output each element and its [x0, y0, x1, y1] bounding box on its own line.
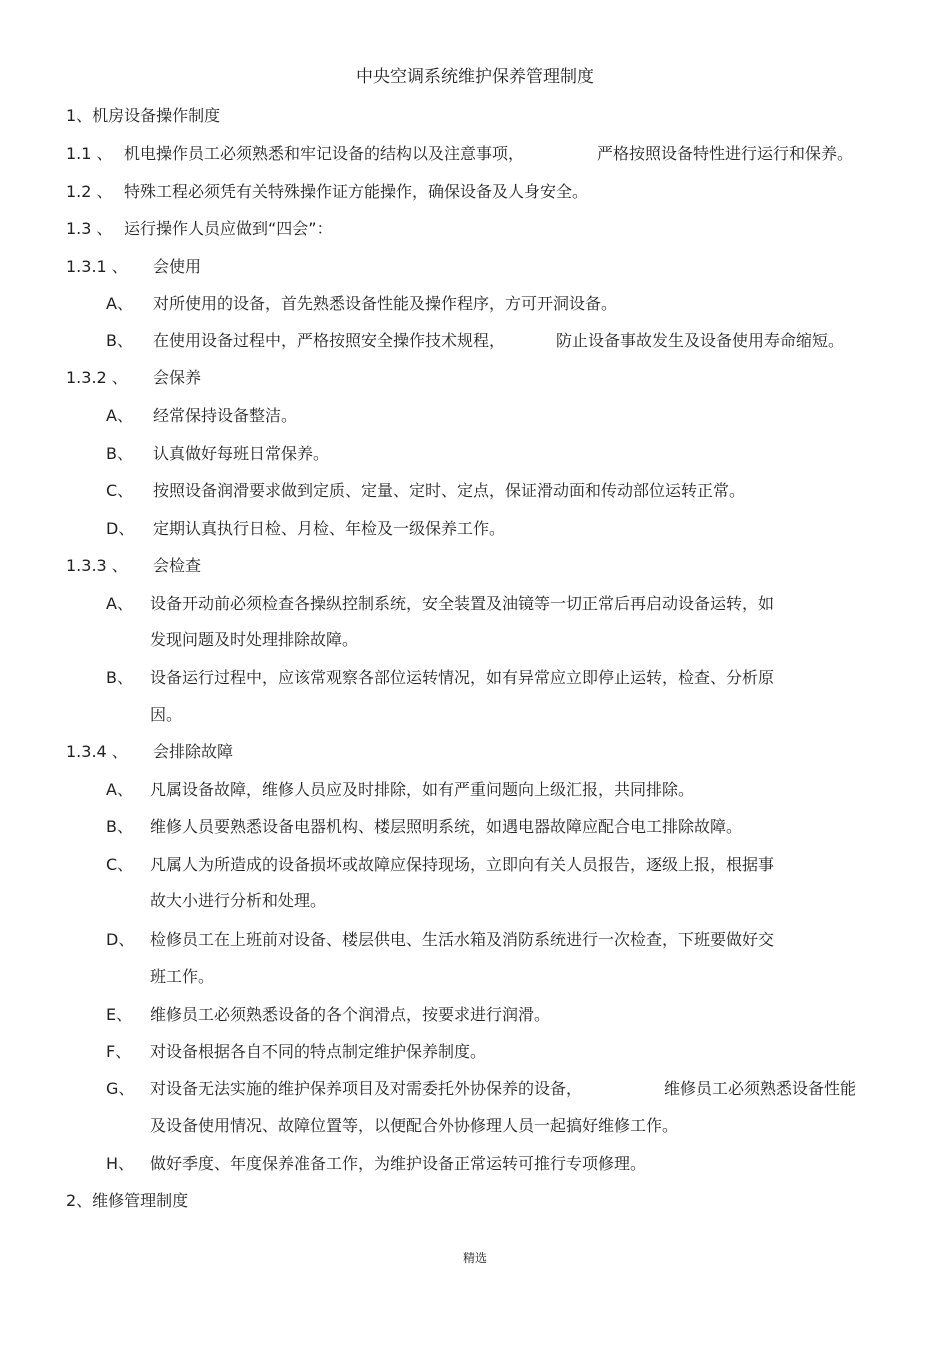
item-1-3-4-d-line2: 班工作。 — [150, 967, 215, 986]
item-1-3-1-a-marker: A、 — [106, 294, 133, 313]
item-1-3-3-a-marker: A、 — [106, 594, 133, 613]
item-1-3-4-b-marker: B、 — [106, 817, 133, 836]
section-1-heading: 1、机房设备操作制度 — [66, 106, 221, 125]
item-1-3-2-c-text: 按照设备润滑要求做到定质、定量、定时、定点，保证滑动面和传动部位运转正常。 — [153, 481, 746, 500]
item-1-3-4-c-line1: 凡属人为所造成的设备损坏或故障应保持现场，立即向有关人员报告，逐级上报，根据事 — [150, 855, 775, 874]
item-1-3-3-heading: 会检查 — [153, 556, 202, 575]
item-1-1-text-part2: 严格按照设备特性进行运行和保养。 — [597, 144, 854, 163]
item-1-1-number: 1.1 、 — [66, 144, 113, 163]
item-1-3-4-g-line1-part2: 维修员工必须熟悉设备性能 — [664, 1079, 857, 1098]
item-1-3-2-d-text: 定期认真执行日检、月检、年检及一级保养工作。 — [153, 519, 506, 538]
item-1-3-4-e-marker: E、 — [106, 1005, 133, 1024]
item-1-3-4-d-marker: D、 — [106, 930, 135, 949]
item-1-3-text: 运行操作人员应做到“四会”： — [124, 219, 333, 238]
item-1-3-4-h-marker: H、 — [106, 1154, 135, 1173]
item-1-3-4-g-line2: 及设备使用情况、故障位置等，以便配合外协修理人员一起搞好维修工作。 — [150, 1116, 679, 1135]
item-1-3-4-h-text: 做好季度、年度保养准备工作，为维护设备正常运转可推行专项修理。 — [150, 1154, 647, 1173]
item-1-3-2-a-marker: A、 — [106, 406, 133, 425]
item-1-1-text-part1: 机电操作员工必须熟悉和牢记设备的结构以及注意事项， — [124, 144, 525, 163]
item-1-3-4-heading: 会排除故障 — [153, 742, 234, 761]
item-1-3-4-e-text: 维修员工必须熟悉设备的各个润滑点，按要求进行润滑。 — [150, 1005, 551, 1024]
document-title: 中央空调系统维护保养管理制度 — [356, 67, 594, 87]
item-1-3-2-heading: 会保养 — [153, 368, 202, 387]
item-1-3-1-number: 1.3.1 、 — [66, 257, 128, 276]
item-1-3-number: 1.3 、 — [66, 219, 113, 238]
item-1-3-1-b-text-part2: 防止设备事故发生及设备使用寿命缩短。 — [556, 331, 845, 350]
section-2-heading: 2、维修管理制度 — [66, 1191, 189, 1210]
item-1-3-2-c-marker: C、 — [106, 481, 134, 500]
item-1-3-3-a-line1: 设备开动前必须检查各操纵控制系统，安全装置及油镜等一切正常后再启动设备运转，如 — [150, 594, 775, 613]
item-1-3-4-b-text: 维修人员要熟悉设备电器机构、楼层照明系统，如遇电器故障应配合电工排除故障。 — [150, 817, 743, 836]
item-1-3-3-b-line2: 因。 — [150, 705, 183, 724]
item-1-3-4-c-line2: 故大小进行分析和处理。 — [150, 891, 327, 910]
item-1-3-2-a-text: 经常保持设备整洁。 — [153, 406, 298, 425]
item-1-3-4-number: 1.3.4 、 — [66, 742, 128, 761]
item-1-3-4-f-marker: F、 — [106, 1042, 132, 1061]
item-1-2-number: 1.2 、 — [66, 182, 113, 201]
item-1-3-1-b-text-part1: 在使用设备过程中，严格按照安全操作技术规程， — [153, 331, 506, 350]
item-1-3-2-number: 1.3.2 、 — [66, 368, 128, 387]
item-1-3-4-g-line1-part1: 对设备无法实施的维护保养项目及对需委托外协保养的设备， — [150, 1079, 583, 1098]
item-1-3-4-f-text: 对设备根据各自不同的特点制定维护保养制度。 — [150, 1042, 487, 1061]
item-1-3-3-b-marker: B、 — [106, 668, 133, 687]
item-1-3-4-a-text: 凡属设备故障，维修人员应及时排除，如有严重问题向上级汇报，共同排除。 — [150, 780, 695, 799]
item-1-3-4-c-marker: C、 — [106, 855, 134, 874]
item-1-3-3-a-line2: 发现问题及时处理排除故障。 — [150, 630, 359, 649]
item-1-3-2-b-marker: B、 — [106, 444, 133, 463]
item-1-3-1-a-text: 对所使用的设备，首先熟悉设备性能及操作程序，方可开洞设备。 — [153, 294, 618, 313]
item-1-3-3-b-line1: 设备运行过程中，应该常观察各部位运转情况，如有异常应立即停止运转，检查、分析原 — [150, 668, 775, 687]
item-1-3-4-g-marker: G、 — [106, 1079, 135, 1098]
page-footer: 精选 — [462, 1251, 487, 1265]
item-1-3-2-d-marker: D、 — [106, 519, 135, 538]
item-1-3-3-number: 1.3.3 、 — [66, 556, 128, 575]
item-1-3-1-heading: 会使用 — [153, 257, 202, 276]
item-1-3-2-b-text: 认真做好每班日常保养。 — [153, 444, 330, 463]
item-1-3-4-a-marker: A、 — [106, 780, 133, 799]
item-1-3-4-d-line1: 检修员工在上班前对设备、楼层供电、生活水箱及消防系统进行一次检查，下班要做好交 — [150, 930, 775, 949]
item-1-3-1-b-marker: B、 — [106, 331, 133, 350]
item-1-2-text: 特殊工程必须凭有关特殊操作证方能操作，确保设备及人身安全。 — [124, 182, 589, 201]
